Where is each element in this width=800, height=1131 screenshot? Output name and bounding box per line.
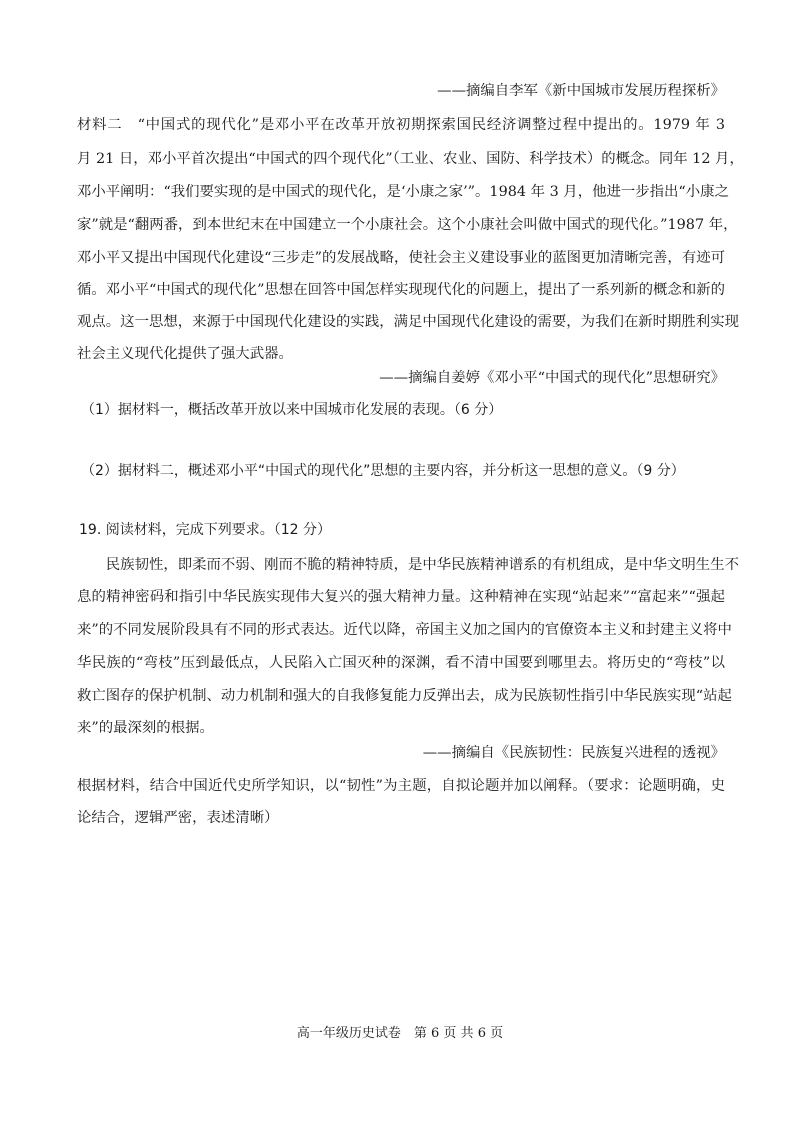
material2-line-6: 循。邓小平“中国式的现代化”思想在回答中国怎样实现现代化的问题上，提出了一系列新的概念和新的 (77, 282, 725, 298)
q19-material-line-5: 救亡图存的保护机制、动力机制和强大的自我修复能力反弹出去，成为民族韧性指引中华民族实现“站起 (77, 688, 732, 704)
q19-material-line-4: 华民族的“弯枝”压到最低点，人民陷入亡国灭种的深渊，看不清中国要到哪里去。将历史的“弯枝”以 (77, 655, 725, 671)
page-footer: 高一年级历史试卷 第 6 页 共 6 页 (296, 1026, 504, 1041)
q19-source: ——摘编自《民族韧性：民族复兴进程的透视》 (422, 745, 725, 761)
material2-line-2: 月 21 日，邓小平首次提出“中国式的四个现代化”（工业、农业、国防、科学技术）的概念。同年 12 月， (77, 151, 744, 167)
material2-line-1: 材料二 “中国式的现代化”是邓小平在改革开放初期探索国民经济调整过程中提出的。1979 年 3 (77, 117, 725, 133)
q19-material-line-6: 来”的最深刻的根据。 (77, 720, 214, 736)
material2-line-4: 家”就是“翻两番，到本世纪末在中国建立一个小康社会。这个小康社会叫做中国式的现代化。”1987 年， (77, 217, 738, 233)
material2-line-7: 观点。这一思想，来源于中国现代化建设的实践，满足中国现代化建设的需要，为我们在新时期胜利实现 (77, 314, 739, 330)
q19-material-line-1: 民族韧性，即柔而不弱、刚而不脆的精神特质，是中华民族精神谱系的有机组成，是中华文明生生不 (77, 557, 739, 573)
question-18-sub-2: （2）据材料二，概述邓小平“中国式的现代化”思想的主要内容，并分析这一思想的意义。（9 分） (81, 463, 685, 479)
material1-source: ——摘编自李军《新中国城市发展历程探析》 (437, 83, 725, 99)
q19-task-line-2: 论结合，逻辑严密，表述清晰） (77, 810, 279, 826)
material2-line-8: 社会主义现代化提供了强大武器。 (77, 346, 293, 362)
material2-line-5: 邓小平又提出中国现代化建设“三步走”的发展战略，使社会主义建设事业的蓝图更加清晰完善，有迹可 (77, 250, 725, 266)
q19-material-line-2: 息的精神密码和指引中华民族实现伟大复兴的强大精神力量。这种精神在实现“站起来”“富起来”“强起 (77, 589, 725, 605)
q19-task-line-1: 根据材料，结合中国近代史所学知识，以“韧性”为主题，自拟论题并加以阐释。（要求：论题明确，史 (77, 778, 725, 794)
question-18-sub-1: （1）据材料一，概括改革开放以来中国城市化发展的表现。（6 分） (81, 402, 503, 418)
question-19-title: 19. 阅读材料，完成下列要求。（12 分） (79, 522, 331, 538)
q19-material-line-3: 来”的不同发展阶段具有不同的形式表达。近代以降，帝国主义加之国内的官僚资本主义和封建主义将中 (77, 622, 732, 638)
material2-source: ——摘编自姜婷《邓小平“中国式的现代化”思想研究》 (379, 370, 725, 386)
material2-line-3: 邓小平阐明：“我们要实现的是中国式的现代化，是‘小康之家’”。1984 年 3 月，他进一步指出“小康之 (77, 184, 729, 200)
